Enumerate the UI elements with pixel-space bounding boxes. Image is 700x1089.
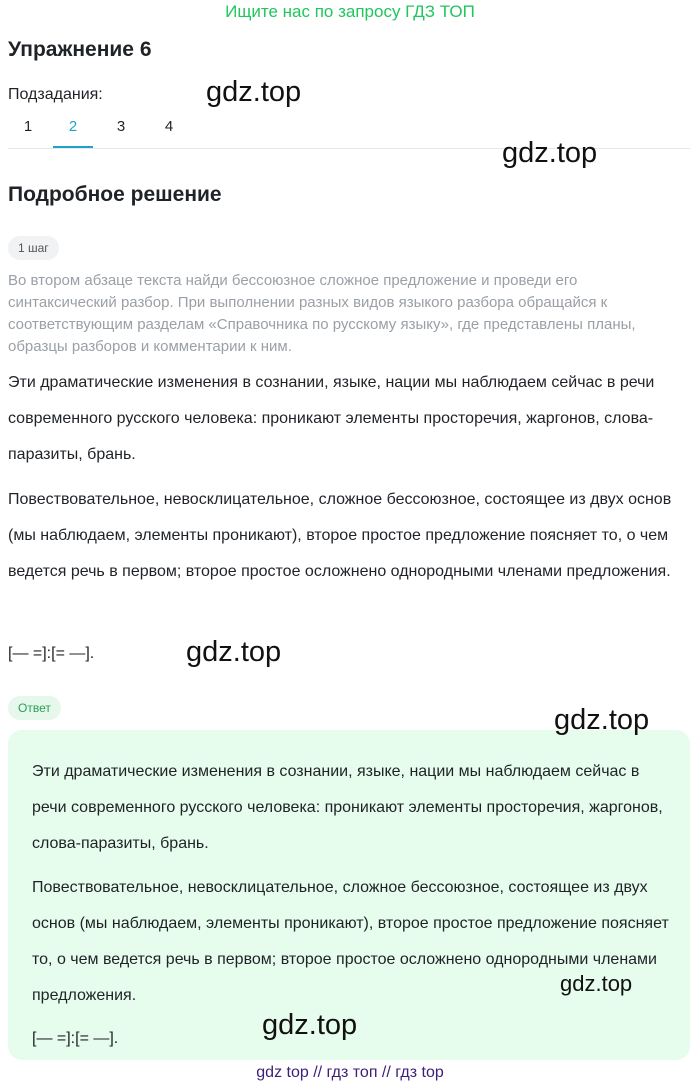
page-title: Упражнение 6: [8, 38, 152, 61]
answer-badge: Ответ: [8, 696, 61, 720]
answer-sentence: Эти драматические изменения в сознании, языке, нации мы наблюдаем сейчас в речи современного русского человека: проникают элементы просторечия, жаргонов, слова-паразиты, брань.: [32, 763, 663, 852]
task-text: Во втором абзаце текста найди бессоюзное сложное предложение и проведи его синтаксический разбор. При выполнении разных видов языкого разбора обращайся к соответствующим разделам «Справочника по русскому языку», где представлены планы, образцы разборов и комментарии к ним.: [8, 272, 636, 355]
step-badge: 1 шаг: [8, 236, 59, 260]
sentence-scheme: [— =]:[= —].: [8, 645, 95, 662]
solution-heading: Подробное решение: [8, 183, 222, 206]
watermark: gdz.top: [554, 704, 650, 736]
example-sentence: Эти драматические изменения в сознании, языке, нации мы наблюдаем сейчас в речи современного русского человека: проникают элементы просторечия, жаргонов, слова-паразиты, брань.: [8, 374, 655, 463]
watermark: gdz.top: [502, 137, 598, 169]
subtasks-label: Подзадания:: [8, 86, 103, 103]
tab-1[interactable]: 1: [23, 118, 33, 135]
answer-scheme: [— =]:[= —].: [32, 1030, 119, 1047]
tab-4[interactable]: 4: [164, 118, 174, 135]
watermark: gdz.top: [186, 636, 282, 668]
tab-3[interactable]: 3: [116, 118, 126, 135]
promo-banner[interactable]: Ищите нас по запросу ГДЗ ТОП: [225, 2, 475, 21]
footer-links[interactable]: gdz top // гдз топ // гдз top: [256, 1064, 444, 1081]
answer-analysis: Повествовательное, невосклицательное, сложное бессоюзное, состоящее из двух основ (мы наблюдаем, элементы проникают), второе простое предложение поясняет то, о чем ведется речь в первом; второе простое осложнено однородными членами предложения.: [32, 879, 669, 1004]
syntax-analysis: Повествовательное, невосклицательное, сложное бессоюзное, состоящее из двух основ (мы наблюдаем, элементы проникают), второе простое предложение поясняет то, о чем ведется речь в первом; второе простое осложнено однородными членами предложения.: [8, 491, 672, 580]
watermark: gdz.top: [206, 76, 302, 108]
tab-2[interactable]: 2: [53, 116, 93, 148]
watermark: gdz.top: [560, 971, 633, 996]
watermark: gdz.top: [262, 1009, 358, 1041]
